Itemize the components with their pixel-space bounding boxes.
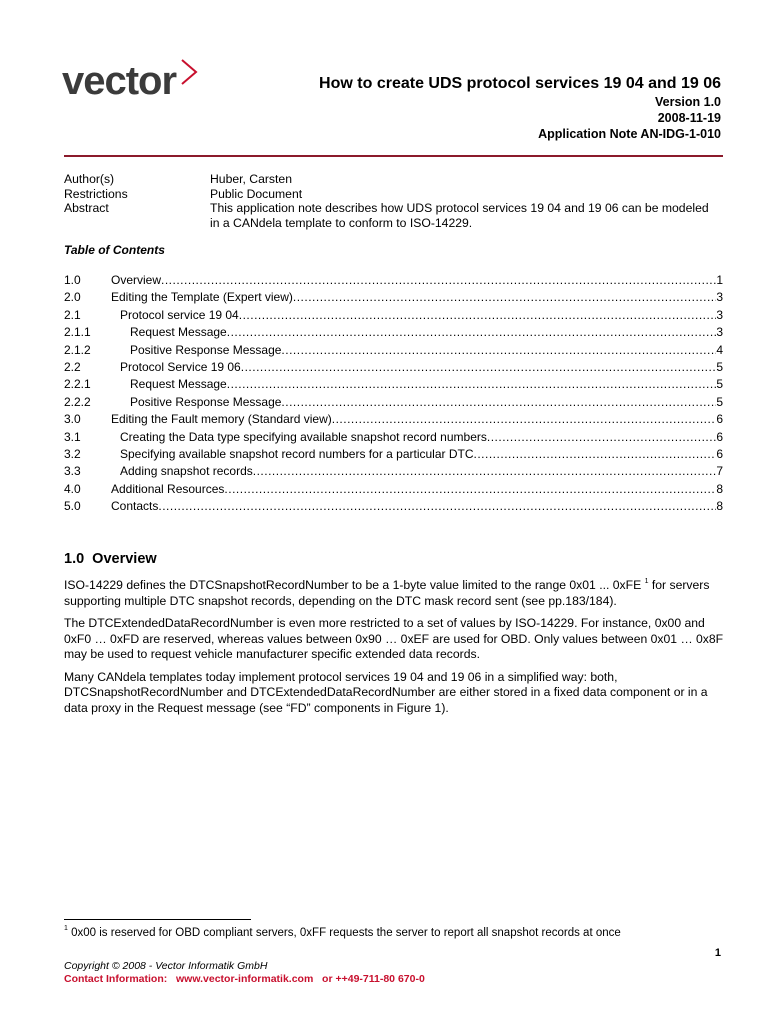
toc-leader-dots bbox=[158, 498, 716, 515]
toc-leader-dots bbox=[487, 429, 716, 446]
section-body bbox=[64, 574, 726, 723]
toc-entry-label: Contacts bbox=[111, 499, 159, 514]
document-meta-table bbox=[64, 172, 710, 230]
section-title: Overview bbox=[92, 551, 157, 567]
section-number: 1.0 bbox=[64, 551, 85, 567]
toc-entry-label: Positive Response Message bbox=[130, 394, 282, 409]
meta-label: Abstract bbox=[64, 201, 109, 215]
footnote-divider bbox=[64, 919, 251, 920]
meta-value: Public Document bbox=[210, 186, 303, 201]
toc-entry-number: 3.1 bbox=[64, 429, 81, 444]
toc-entry-page: 7 bbox=[716, 464, 723, 479]
toc-entry-number: 1.0 bbox=[64, 273, 81, 287]
toc-entry[interactable] bbox=[64, 463, 723, 480]
copyright: Copyright © 2008 - Vector Informatik GmbH bbox=[64, 960, 268, 972]
toc-entry-number: 3.3 bbox=[64, 464, 81, 479]
toc-leader-dots bbox=[293, 289, 716, 306]
page-number: 1 bbox=[714, 947, 721, 959]
toc-leader-dots bbox=[281, 394, 716, 411]
toc-entry[interactable] bbox=[64, 394, 723, 411]
toc-entry-label: Positive Response Message bbox=[130, 342, 282, 357]
toc-entry-number: 2.1 bbox=[64, 307, 81, 322]
paragraph-text: ISO-14229 defines the DTCSnapshotRecordNumber to be a 1-byte value limited to the range 0x01 ... 0xFE bbox=[64, 578, 645, 592]
toc-leader-dots bbox=[474, 446, 717, 463]
application-note-id: Application Note AN-IDG-1-010 bbox=[538, 127, 721, 141]
contact-information[interactable]: Contact Information: www.vector-informatik.com or ++49-711-80 670-0 bbox=[64, 973, 425, 985]
toc-entry-page: 6 bbox=[716, 412, 723, 427]
toc-entry[interactable] bbox=[64, 359, 723, 376]
toc-entry[interactable] bbox=[64, 307, 723, 324]
footnote-text: 0x00 is reserved for OBD compliant servers, 0xFF requests the server to report all snapshot records at once bbox=[67, 927, 621, 939]
toc-leader-dots bbox=[227, 324, 717, 341]
meta-row-restrictions bbox=[64, 187, 710, 202]
toc-entry[interactable] bbox=[64, 446, 723, 463]
toc-entry-label: Creating the Data type specifying available snapshot record numbers bbox=[120, 429, 487, 444]
toc-leader-dots bbox=[332, 411, 717, 428]
toc-entry-number: 2.2.1 bbox=[64, 377, 91, 392]
toc-entry-page: 6 bbox=[716, 429, 723, 444]
toc-entry-number: 2.2.2 bbox=[64, 394, 91, 409]
footnote-reference[interactable]: 1 bbox=[644, 578, 649, 585]
document-date: 2008-11-19 bbox=[657, 111, 721, 125]
toc-entry[interactable] bbox=[64, 429, 723, 446]
meta-value: This application note describes how UDS protocol services 19 04 and 19 06 can be modeled in a CANdela template to conform to ISO-14229. bbox=[210, 201, 709, 230]
toc-entry-page: 5 bbox=[716, 377, 723, 392]
meta-row-abstract bbox=[64, 201, 710, 230]
toc-entry-label: Protocol service 19 04 bbox=[120, 307, 239, 322]
toc-entry-page: 3 bbox=[716, 290, 723, 305]
toc-leader-dots bbox=[161, 272, 716, 289]
toc-entry[interactable] bbox=[64, 289, 723, 306]
toc-entry-label: Editing the Template (Expert view) bbox=[111, 290, 293, 305]
table-of-contents bbox=[64, 272, 723, 515]
toc-entry-label: Adding snapshot records bbox=[120, 464, 253, 479]
toc-entry-page: 1 bbox=[716, 273, 723, 287]
document-title: How to create UDS protocol services 19 04 and 19 06 bbox=[319, 75, 721, 92]
toc-entry[interactable] bbox=[64, 342, 723, 359]
toc-leader-dots bbox=[224, 481, 716, 498]
vector-logo bbox=[62, 58, 202, 102]
document-header bbox=[319, 74, 721, 142]
toc-entry-number: 5.0 bbox=[64, 499, 81, 514]
toc-entry-number: 3.2 bbox=[64, 446, 81, 461]
toc-entry[interactable] bbox=[64, 272, 723, 289]
toc-entry[interactable] bbox=[64, 411, 723, 428]
logo-wordmark: vector bbox=[62, 59, 177, 102]
toc-entry-label: Specifying available snapshot record numbers for a particular DTC bbox=[120, 446, 474, 461]
toc-entry-label: Request Message bbox=[130, 325, 227, 340]
toc-entry-page: 6 bbox=[716, 446, 723, 461]
meta-label: Author(s) bbox=[64, 172, 115, 186]
meta-value: Huber, Carsten bbox=[210, 172, 292, 186]
toc-entry-label: Additional Resources bbox=[111, 481, 225, 496]
toc-entry-page: 5 bbox=[716, 359, 723, 374]
header-divider bbox=[64, 155, 723, 157]
toc-entry-number: 4.0 bbox=[64, 481, 81, 496]
paragraph: Many CANdela templates today implement protocol services 19 04 and 19 06 in a simplified way: both, DTCSnapshotRecordNumber and DTCExtendedDataRecordNumber are either stored in a fixed data component or in a data proxy in the Request message (see “FD” components in Figure 1). bbox=[64, 669, 708, 715]
toc-entry[interactable] bbox=[64, 481, 723, 498]
toc-leader-dots bbox=[241, 359, 717, 376]
toc-entry-label: Request Message bbox=[130, 377, 227, 392]
toc-entry-label: Editing the Fault memory (Standard view) bbox=[111, 412, 332, 427]
toc-entry-number: 3.0 bbox=[64, 412, 81, 427]
paragraph: The DTCExtendedDataRecordNumber is even more restricted to a set of values by ISO-14229. For instance, 0x00 and 0xF0 … 0xFD are reserved, whereas values between 0x90 … 0xEF are used for OBD. Only values between 0x01 … 0x8F may be used to request vehicle manufacturer specific extended data records. bbox=[64, 616, 724, 661]
meta-label: Restrictions bbox=[64, 186, 128, 201]
toc-leader-dots bbox=[239, 307, 717, 324]
toc-entry-page: 8 bbox=[716, 499, 723, 514]
logo-arrow-icon bbox=[182, 60, 196, 84]
paragraph-text: for servers supporting multiple DTC snapshot records, depending on the DTC mask record sent (see pp.183/184). bbox=[64, 578, 710, 608]
toc-entry-page: 5 bbox=[716, 394, 723, 409]
toc-entry-page: 3 bbox=[716, 307, 723, 322]
toc-entry-number: 2.1.1 bbox=[64, 325, 91, 340]
toc-entry-label: Protocol Service 19 06 bbox=[120, 359, 241, 374]
toc-entry-label: Overview bbox=[111, 273, 162, 287]
document-version: Version 1.0 bbox=[654, 95, 721, 109]
section-heading bbox=[64, 551, 165, 567]
meta-row-authors bbox=[64, 172, 710, 187]
toc-entry-number: 2.0 bbox=[64, 290, 81, 305]
toc-leader-dots bbox=[227, 376, 717, 393]
footnote bbox=[64, 925, 621, 939]
toc-entry-page: 3 bbox=[716, 325, 723, 340]
toc-leader-dots bbox=[253, 463, 717, 480]
toc-entry-page: 4 bbox=[716, 342, 723, 357]
toc-entry[interactable] bbox=[64, 376, 723, 393]
toc-entry[interactable] bbox=[64, 324, 723, 341]
toc-entry[interactable] bbox=[64, 498, 723, 515]
footnote-mark: 1 bbox=[64, 925, 68, 932]
toc-leader-dots bbox=[281, 342, 716, 359]
toc-title: Table of Contents bbox=[64, 243, 165, 257]
paragraph bbox=[64, 574, 726, 609]
toc-entry-number: 2.1.2 bbox=[64, 342, 91, 357]
toc-entry-page: 8 bbox=[716, 481, 723, 496]
toc-entry-number: 2.2 bbox=[64, 359, 81, 374]
